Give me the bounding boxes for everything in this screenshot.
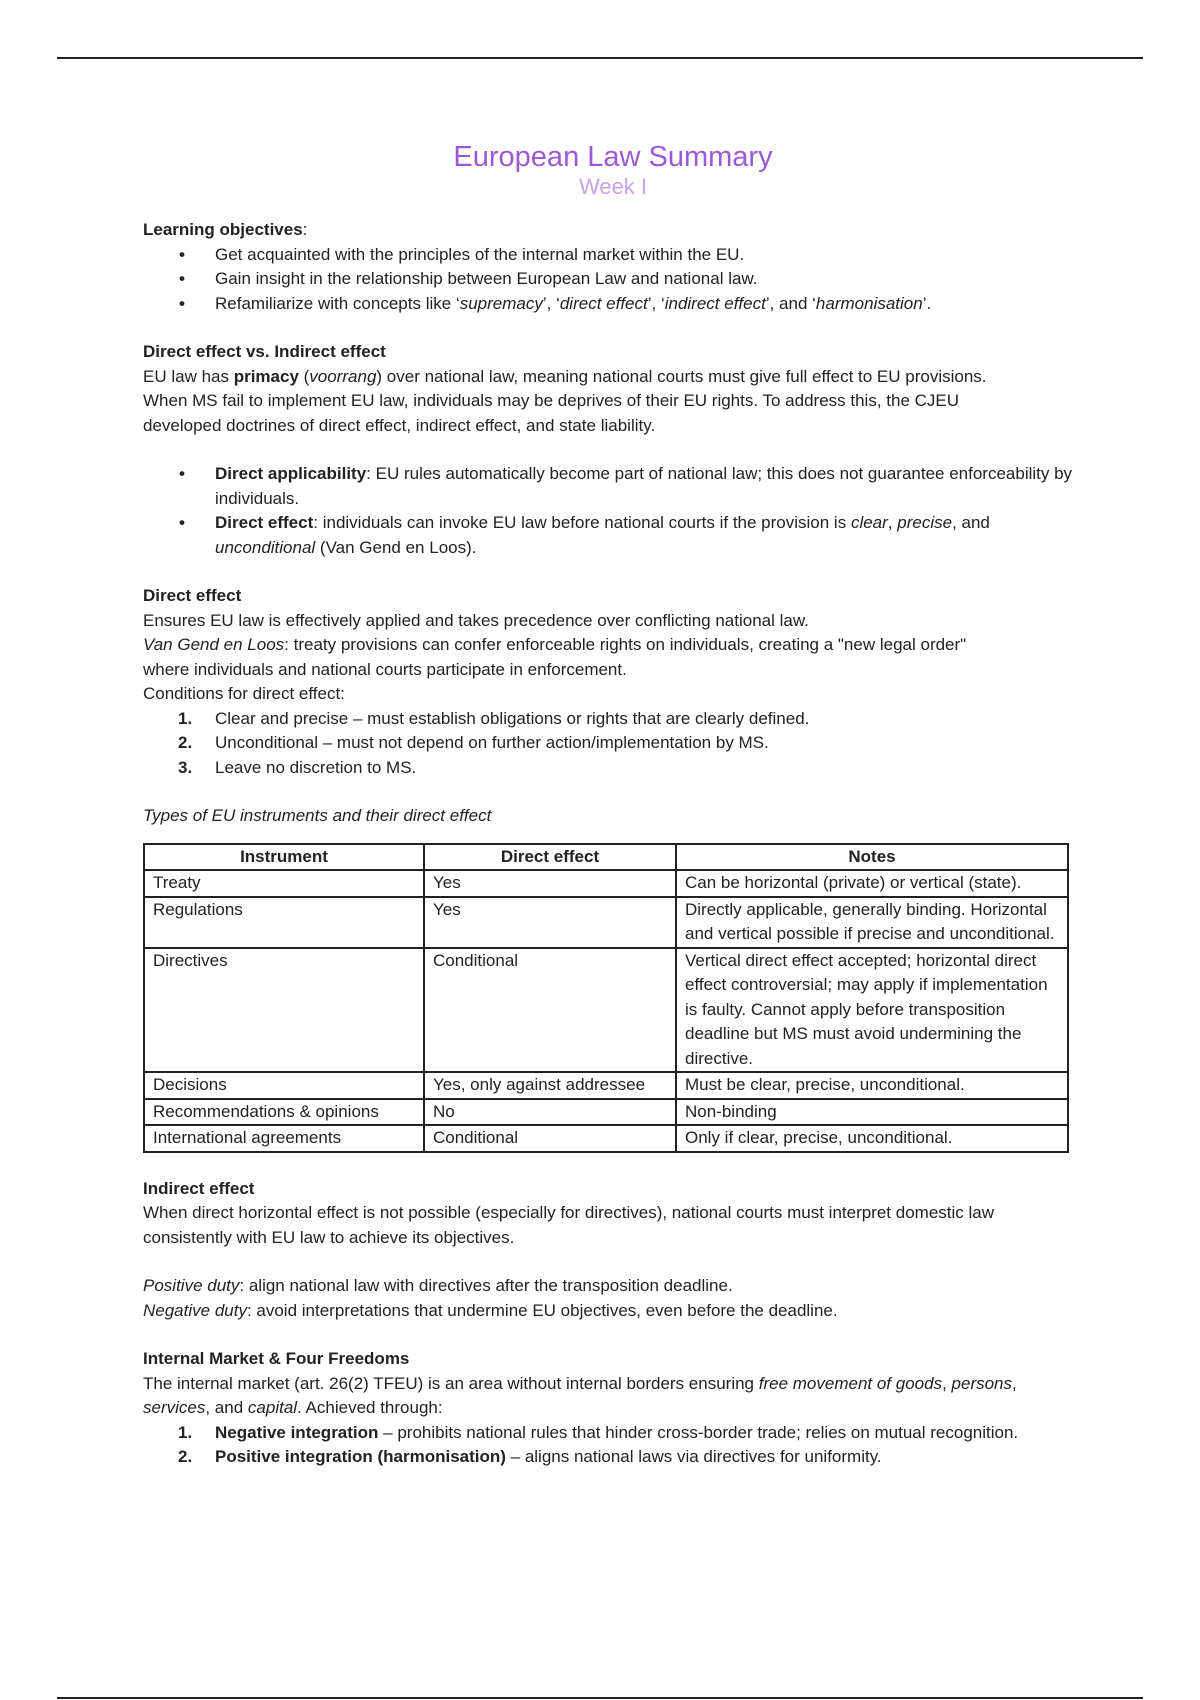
column-header: Direct effect <box>424 844 676 871</box>
table-cell: Directives <box>144 948 424 1073</box>
table-header-row <box>144 844 1068 871</box>
definitions-list <box>143 462 1083 560</box>
table-cell: Directly applicable, generally binding. Horizontal and vertical possible if precise and unconditional. <box>676 897 1068 948</box>
list-item: 1. Negative integration – prohibits national rules that hinder cross-border trade; relies on mutual recognition. <box>178 1422 1019 1442</box>
paragraph: developed doctrines of direct effect, indirect effect, and state liability. <box>143 415 656 435</box>
table-cell: Only if clear, precise, unconditional. <box>676 1125 1068 1152</box>
list-item: 1. Clear and precise – must establish obligations or rights that are clearly defined. <box>178 708 810 728</box>
paragraph: where individuals and national courts participate in enforcement. <box>143 659 627 679</box>
table-cell: Must be clear, precise, unconditional. <box>676 1072 1068 1099</box>
table-row <box>144 948 1068 1073</box>
paragraph: Ensures EU law is effectively applied and takes precedence over conflicting national law. <box>143 610 809 630</box>
column-header: Instrument <box>144 844 424 871</box>
table-cell: Can be horizontal (private) or vertical (state). <box>676 870 1068 897</box>
table-cell: Yes, only against addressee <box>424 1072 676 1099</box>
table-cell: Conditional <box>424 1125 676 1152</box>
table-cell: Vertical direct effect accepted; horizontal direct effect controversial; may apply if implementation is faulty. Cannot apply before transposition deadline but MS must avoid undermining the directive. <box>676 948 1068 1073</box>
footer-rule <box>57 1697 1143 1699</box>
integration-list <box>143 1421 1083 1470</box>
conditions-list <box>143 707 1083 781</box>
objectives-heading: Learning objectives: <box>143 220 308 239</box>
table-row <box>144 1099 1068 1126</box>
paragraph: When MS fail to implement EU law, individuals may be deprives of their EU rights. To address this, the CJEU <box>143 391 960 410</box>
list-item: 2. Unconditional – must not depend on further action/implementation by MS. <box>178 733 769 752</box>
list-item: • Get acquainted with the principles of the internal market within the EU. <box>215 243 1083 268</box>
table-row <box>144 870 1068 897</box>
paragraph: When direct horizontal effect is not possible (especially for directives), national courts must interpret domestic law consistently with EU law to achieve its objectives. <box>143 1203 995 1247</box>
column-header: Notes <box>676 844 1068 871</box>
list-item: • Direct applicability: EU rules automatically become part of national law; this does not guarantee enforceability by individuals. <box>215 462 1083 511</box>
table-row <box>144 1072 1068 1099</box>
list-item: • Direct effect: individuals can invoke EU law before national courts if the provision is clear, precise, and unconditional (Van Gend en Loos). <box>215 511 1083 560</box>
table-row <box>144 897 1068 948</box>
table-cell: Decisions <box>144 1072 424 1099</box>
table-cell: Recommendations & opinions <box>144 1099 424 1126</box>
section-heading-direct-vs-indirect: Direct effect vs. Indirect effect <box>143 342 386 361</box>
table-cell: International agreements <box>144 1125 424 1152</box>
table-cell: Treaty <box>144 870 424 897</box>
paragraph: Van Gend en Loos: treaty provisions can confer enforceable rights on individuals, creating a "new legal order" <box>143 635 967 654</box>
section-heading-indirect-effect: Indirect effect <box>143 1178 255 1198</box>
header-rule <box>57 57 1143 59</box>
section-heading-direct-effect: Direct effect <box>143 586 242 605</box>
paragraph: Positive duty: align national law with directives after the transposition deadline. <box>143 1276 733 1295</box>
objectives-list <box>143 243 1083 317</box>
paragraph: Negative duty: avoid interpretations that undermine EU objectives, even before the deadline. <box>143 1300 838 1320</box>
table-cell: Conditional <box>424 948 676 1073</box>
instruments-table <box>143 843 1069 1153</box>
table-cell: No <box>424 1099 676 1126</box>
table-cell: Non-binding <box>676 1099 1068 1126</box>
table-cell: Yes <box>424 897 676 948</box>
list-item: • Gain insight in the relationship between European Law and national law. <box>215 267 1083 292</box>
paragraph: The internal market (art. 26(2) TFEU) is an area without internal borders ensuring free movement of goods, persons, services, and capital. Achieved through: <box>143 1373 1017 1417</box>
paragraph: EU law has primacy (voorrang) over national law, meaning national courts must give full effect to EU provisions. <box>143 366 987 386</box>
document-body <box>143 140 1083 1470</box>
table-caption: Types of EU instruments and their direct effect <box>143 806 492 825</box>
list-item: 3. Leave no discretion to MS. <box>178 757 417 777</box>
document-subtitle: Week I <box>578 174 648 199</box>
list-item: • Refamiliarize with concepts like ‘supremacy’, ‘direct effect’, ‘indirect effect’, and ‘harmonisation’. <box>215 292 1083 317</box>
table-cell: Regulations <box>144 897 424 948</box>
section-heading-internal-market: Internal Market & Four Freedoms <box>143 1349 410 1368</box>
table-row <box>144 1125 1068 1152</box>
list-item: 2. Positive integration (harmonisation) – aligns national laws via directives for uniformity. <box>178 1447 882 1466</box>
paragraph: Conditions for direct effect: <box>143 684 345 703</box>
table-cell: Yes <box>424 870 676 897</box>
document-title: European Law Summary <box>453 141 773 173</box>
